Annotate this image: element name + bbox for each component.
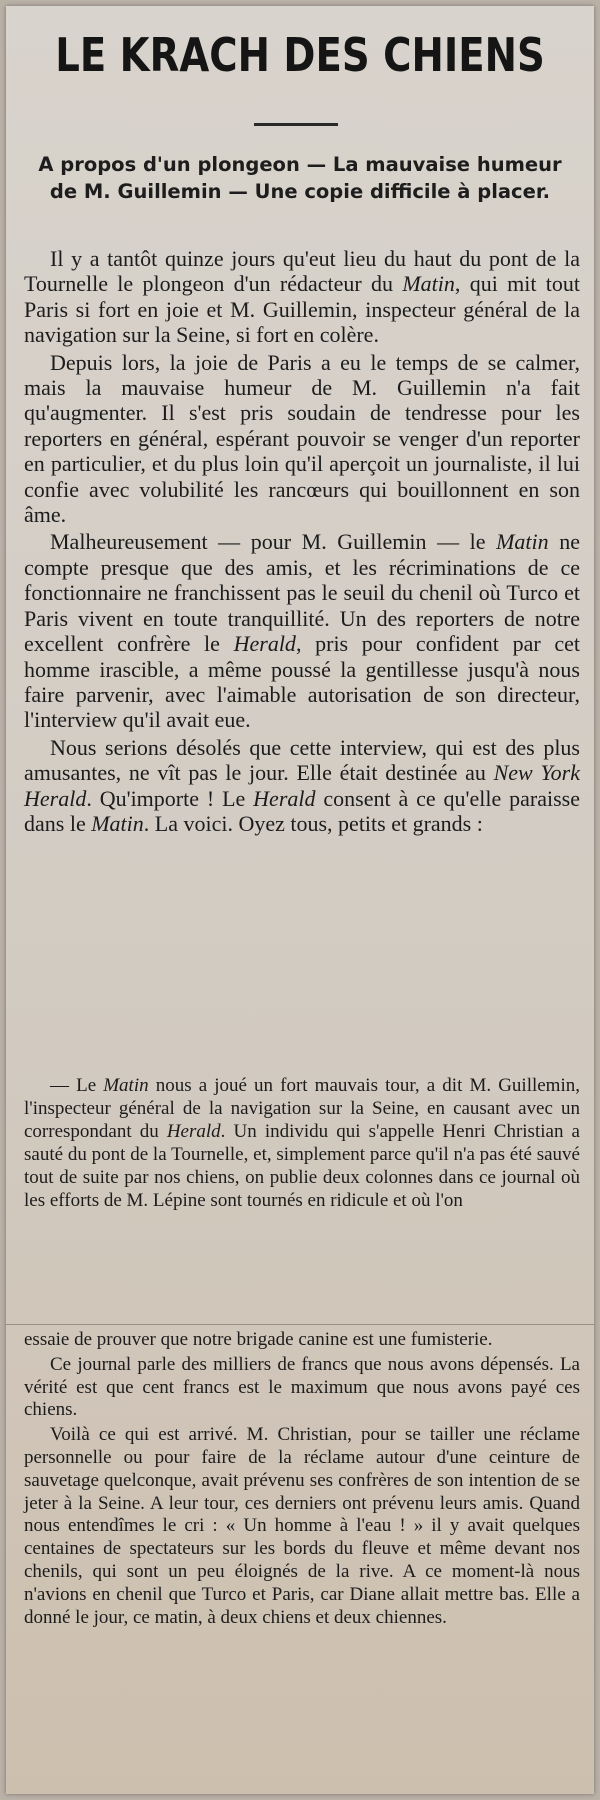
text-run: nous a joué un fort mauvais tour, a dit M. Guillemin, l'inspecteur général de la navigation sur la Seine, en causant avec un correspondant du: [24, 1075, 580, 1142]
text-run: , pris pour confident par cet homme irascible, a même poussé la gentillesse jusqu'à nous faire parvenir, avec l'aimable autorisation de son directeur, l'interview qu'il avait eue.: [24, 631, 581, 733]
paragraph-1: [24, 246, 580, 348]
text-run: Il y a tantôt quinze jours qu'eut lieu du haut du pont de la Tournelle le plongeon d'un rédacteur du: [24, 246, 580, 297]
article-body-main: [24, 246, 580, 838]
paragraph-3: [24, 529, 580, 732]
newspaper-clipping: [6, 6, 594, 1794]
publication-name: Matin: [103, 1075, 149, 1096]
publication-name: Matin: [496, 529, 549, 555]
text-run: ne compte presque que des amis, et les récriminations de ce fonctionnaire ne franchissent pas le seuil du chenil où Turco et Paris vivent en toute tranquillité. Un des reporters de notre excellent confrère le: [24, 529, 580, 657]
article-body-interview: [24, 1074, 580, 1214]
publication-name: Matin: [402, 271, 455, 297]
publication-name: New York Herald: [24, 760, 581, 811]
clipping-seam: [6, 1324, 594, 1325]
text-run: Malheureusement — pour M. Guillemin — le: [50, 529, 497, 555]
paragraph-2: Depuis lors, la joie de Paris a eu le temps de se calmer, mais la mauvaise humeur de M. Guillemin n'a fait qu'augmenter. Il s'est pris soudain de tendresse pour les reporters en général, espérant pouvoir se venger d'un reporter en particulier, et du plus loin qu'il aperçoit un journaliste, il lui confie avec volubilité les rancœurs qui bouillonnent en son âme.: [24, 349, 580, 528]
paragraph-6: essaie de prouver que notre brigade canine est une fumisterie.: [24, 1329, 493, 1350]
publication-name: Herald: [253, 785, 316, 811]
text-run: . Qu'importe ! Le: [86, 785, 254, 811]
paragraph-7: Ce journal parle des milliers de francs que nous avons dépensés. La vérité est que cent francs est le maximum que nous avons payé ces chiens.: [24, 1353, 580, 1421]
article-body-continued: [24, 1329, 580, 1631]
headline-rule: [254, 123, 338, 126]
text-run: consent à ce qu'elle paraisse dans le: [24, 785, 580, 836]
text-run: . Un individu qui s'appelle Henri Christian a sauté du pont de la Tournelle, et, simplement parce qu'il n'a pas été sauvé tout de suite par nos chiens, on publie deux colonnes dans ce journal où les efforts de M. Lépine sont tournés en ridicule et où l'on: [24, 1121, 580, 1211]
paragraph-4: [24, 735, 580, 837]
paragraph-8: Voilà ce qui est arrivé. M. Christian, pour se tailler une réclame personnelle ou pour faire de la réclame autour d'une ceinture de sauvetage quelconque, avait prévenu ses confrères de son intention de se jeter à la Seine. A leur tour, ces derniers ont prévenu leurs amis. Quand nous entendîmes le cri : « Un homme à l'eau ! » il y avait quelques centaines de spectateurs sur les bords du fleuve et même devant nos chenils, qui sont un peu éloignés de la rive. A ce moment-là nous n'avions en chenil que Turco et Paris, car Diane allait mettre bas. Elle a donné le jour, ce matin, à deux chiens et deux chiennes.: [24, 1424, 580, 1628]
subheadline: A propos d'un plongeon — La mauvaise humeur de M. Guillemin — Une copie difficile à placer.: [38, 153, 562, 203]
headline: LE KRACH DES CHIENS: [55, 28, 545, 82]
paragraph-5: [24, 1074, 580, 1212]
publication-name: Herald: [166, 1121, 221, 1142]
publication-name: Herald: [233, 631, 296, 657]
publication-name: Matin: [91, 810, 144, 836]
text-run: Nous serions désolés que cette interview, qui est des plus amusantes, ne vît pas le jour. Elle était destinée au: [24, 734, 580, 786]
text-run: — Le: [50, 1075, 104, 1096]
text-run: . La voici. Oyez tous, petits et grands :: [143, 810, 483, 836]
text-run: , qui mit tout Paris si fort en joie et M. Guillemin, inspecteur général de la navigation sur la Seine, si fort en colère.: [24, 271, 580, 348]
